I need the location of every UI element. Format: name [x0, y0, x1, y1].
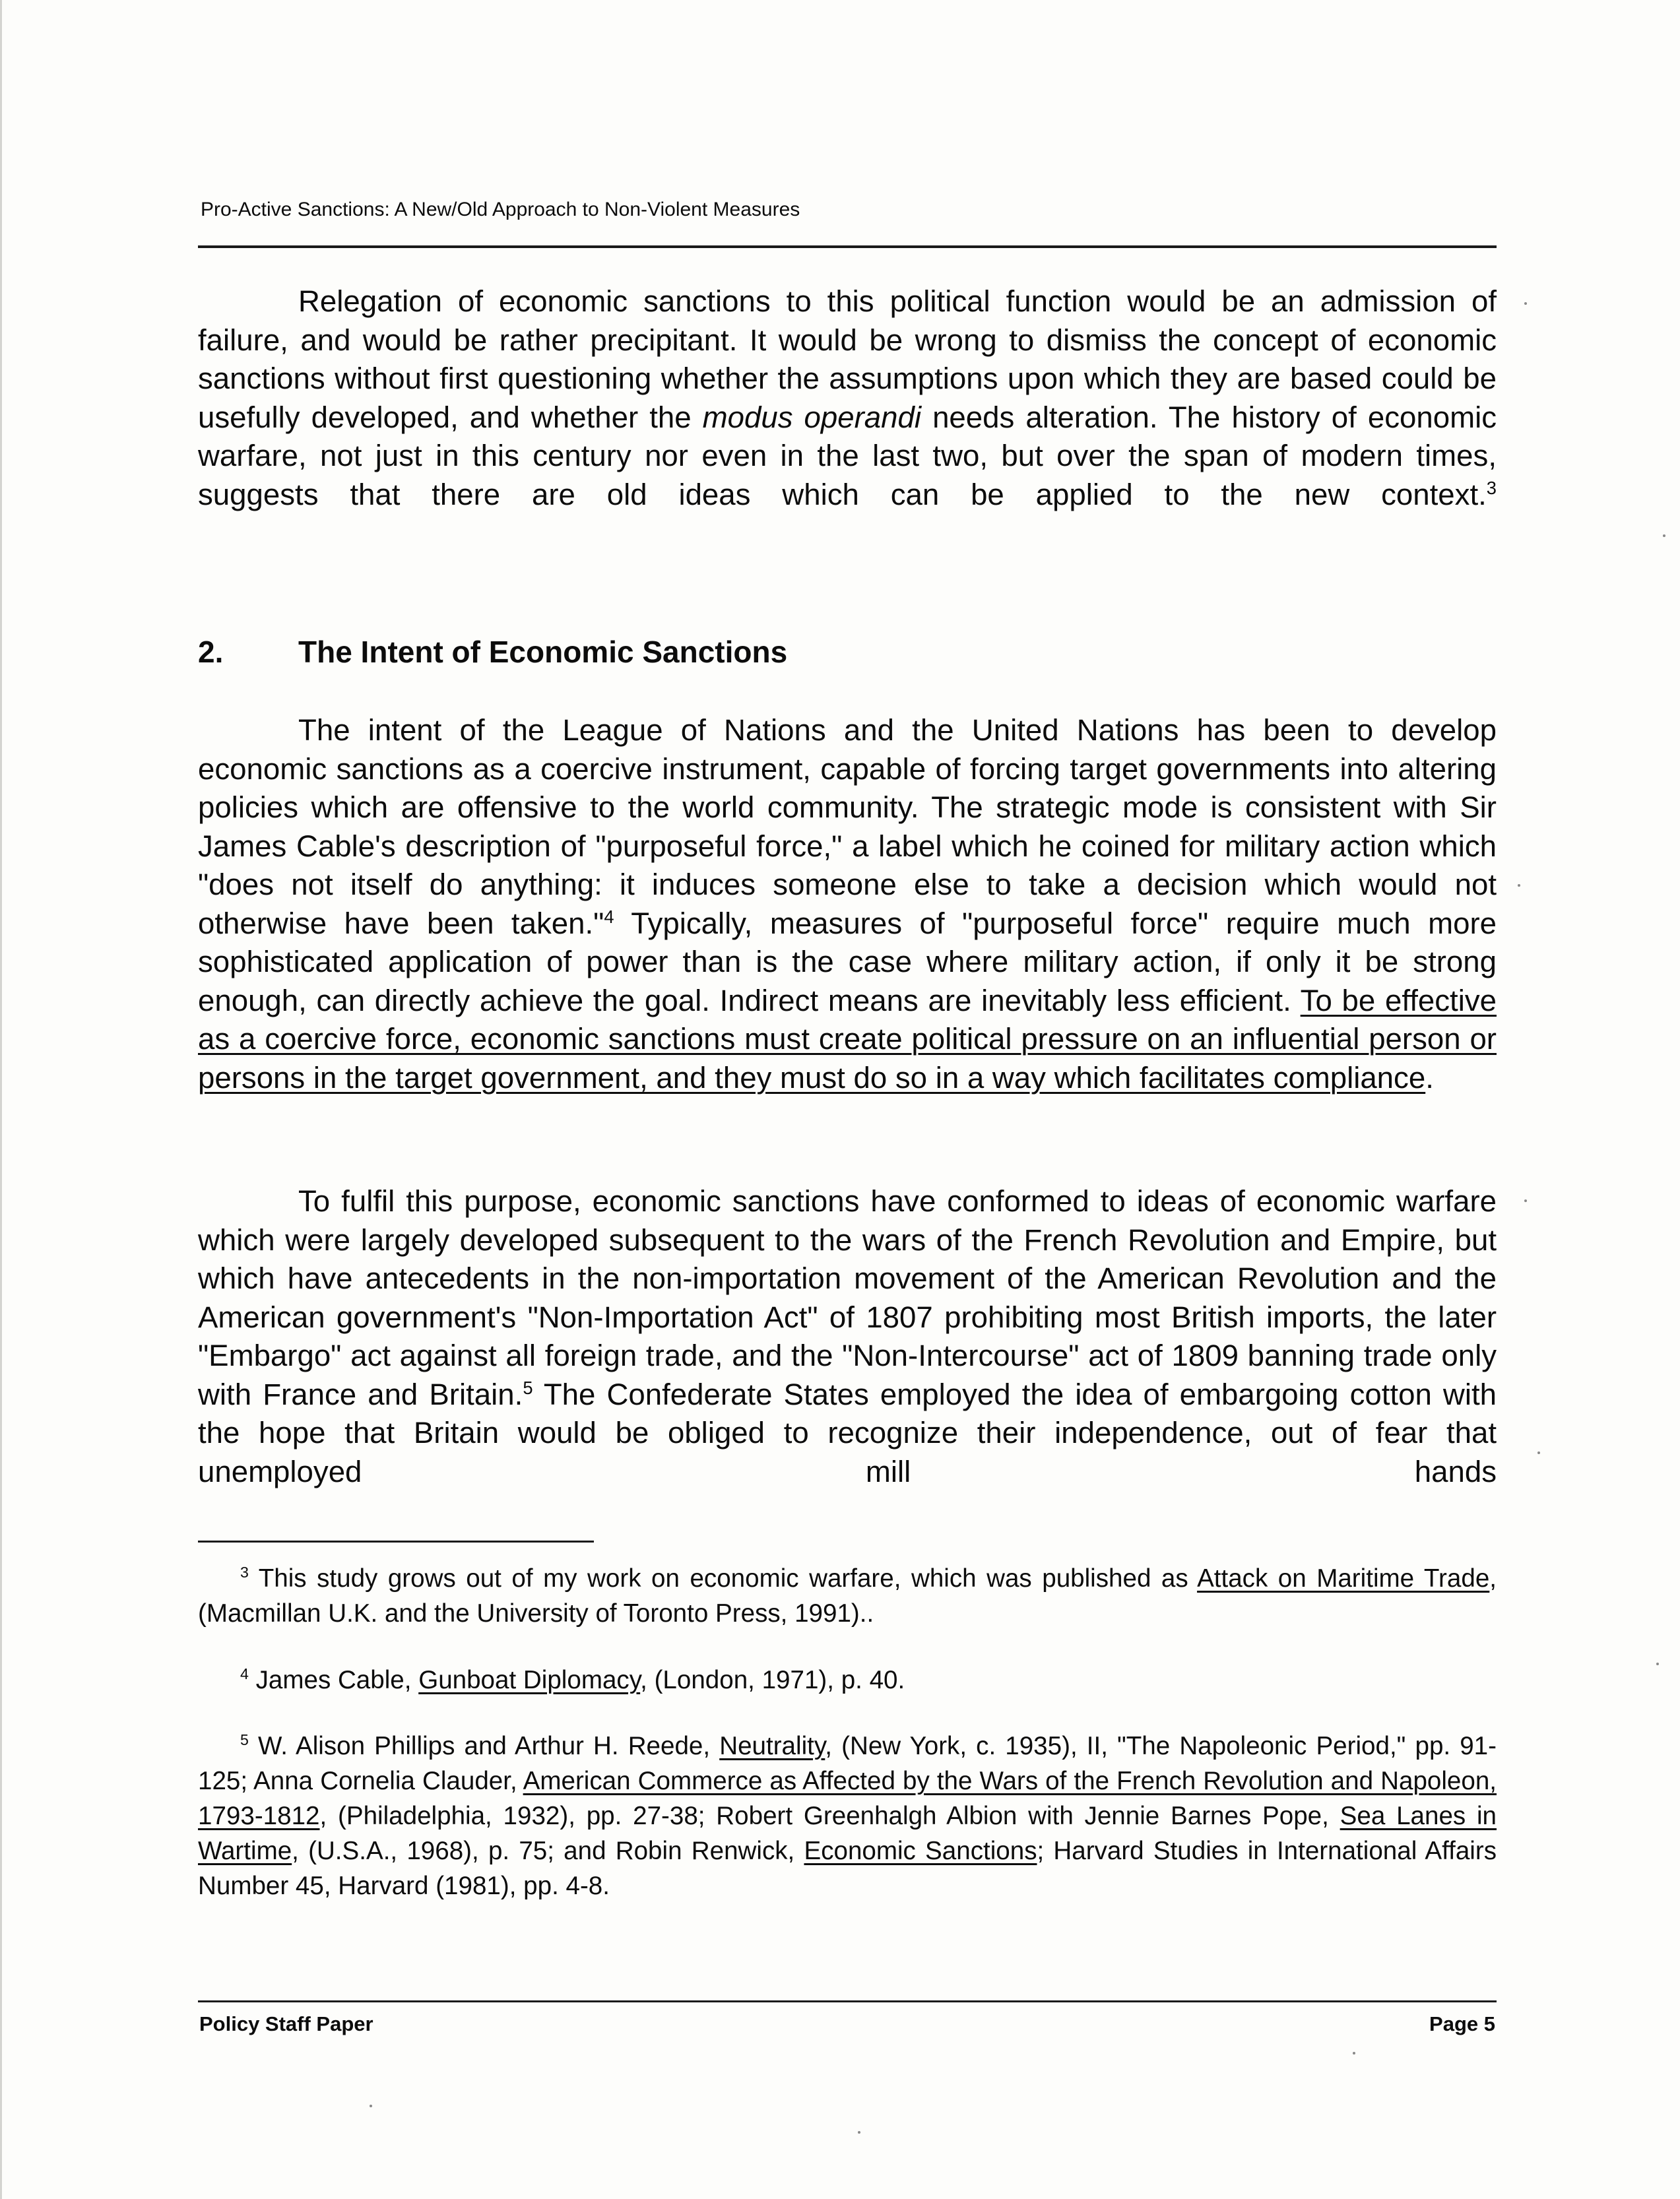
footer-label: Policy Staff Paper [199, 2012, 373, 2035]
footnote-ref-5[interactable]: 5 [523, 1377, 533, 1398]
italic-phrase: modus operandi [702, 400, 922, 434]
footnote-3-part-a: This study grows out of my work on economic warfare, which was published as [248, 1564, 1198, 1593]
scan-speck [1656, 1663, 1659, 1665]
footnote-5 [198, 1729, 1497, 1903]
paragraph-2-text [198, 711, 1497, 1097]
paragraph-2-part-c: . [1425, 1060, 1434, 1095]
section-number: 2. [198, 635, 224, 669]
footnote-5-title-2: American Commerce as Affected by the Wars of the French Revolution and Napoleon, 1793-1812 [198, 1767, 1497, 1830]
footnote-3-title: Attack on Maritime Trade [1197, 1564, 1490, 1593]
footnote-3-part-b: , (Macmillan U.K. and the University of Toronto Press, 1991).. [198, 1564, 1497, 1628]
footnote-3 [198, 1561, 1497, 1631]
footnote-4 [198, 1663, 1497, 1698]
page-number: Page 5 [1429, 2012, 1495, 2035]
footnote-ref-4[interactable]: 4 [604, 906, 614, 927]
footnote-5-part-d: , (U.S.A., 1968), p. 75; and Robin Renwick, [292, 1837, 804, 1865]
running-header: Pro-Active Sanctions: A New/Old Approach to Non-Violent Measures [201, 199, 800, 220]
paragraph-3 [198, 1182, 1497, 1530]
footnote-5-title-1: Neutrality [719, 1732, 825, 1760]
scan-speck [1537, 1451, 1540, 1454]
paragraph-2-part-b: Typically, measures of "purposeful force" require much more sophisticated application of power than is the case where military action, if only it be strong enough, can directly achieve the goal. Indirect means are inevitably less efficient. [198, 906, 1497, 1017]
scan-speck [1518, 884, 1520, 887]
paragraph-3-part-b: The Confederate States employed the idea of embargoing cotton with the hope that Britain would be obliged to recognize their independence, out of fear that unemployed mill hands [198, 1377, 1497, 1488]
paragraph-3-part-a: To fulfil this purpose, economic sanctions have conformed to ideas of economic warfare which were largely developed subsequent to the wars of the French Revolution and Empire, but which have antecedents in the non-importation movement of the American Revolution and the American government's "Non-Importation Act" of 1807 prohibiting most British imports, the later "Embargo" act against all foreign trade, and the "Non-Intercourse" act of 1809 banning trade only with France and Britain. [198, 1184, 1497, 1411]
section-heading [198, 632, 1452, 672]
scan-speck [858, 2131, 860, 2134]
footnote-3-text [198, 1561, 1497, 1631]
footnote-5-part-a: W. Alison Phillips and Arthur H. Reede, [248, 1732, 720, 1760]
footnote-5-text [198, 1729, 1497, 1903]
footnote-separator [198, 1541, 594, 1543]
header-rule [198, 245, 1497, 248]
paragraph-1 [198, 282, 1497, 553]
footnote-3-number: 3 [240, 1564, 249, 1581]
footnote-5-number: 5 [240, 1731, 249, 1749]
paragraph-1-text [198, 282, 1497, 553]
scan-speck [1524, 302, 1527, 305]
footnote-4-number: 4 [240, 1665, 249, 1683]
footnote-4-part-b: , (London, 1971), p. 40. [640, 1666, 905, 1694]
footnote-5-title-4: Economic Sanctions [804, 1837, 1037, 1865]
scan-speck [370, 2105, 372, 2107]
paragraph-2-part-a: The intent of the League of Nations and the United Nations has been to develop economic sanctions as a coercive instrument, capable of forcing target governments into altering policies which are offensive to the world community. The strategic mode is consistent with Sir James Cable's description of "purposeful force," a label which he coined for military action which "does not itself do anything: it induces someone else to take a decision which would not otherwise have been taken." [198, 713, 1497, 940]
paragraph-1-part-a: Relegation of economic sanctions to this political function would be an admission of failure, and would be rather precipitant. It would be wrong to dismiss the concept of economic sanctions without first questioning whether the assumptions upon which they are based could be usefully developed, and whether the [198, 284, 1497, 434]
footnote-4-part-a: James Cable, [248, 1666, 419, 1694]
scan-speck [1353, 2052, 1355, 2055]
paragraph-2 [198, 711, 1497, 1097]
footnote-4-title: Gunboat Diplomacy [418, 1666, 641, 1694]
footnote-5-part-c: , (Philadelphia, 1932), pp. 27-38; Robert Greenhalgh Albion with Jennie Barnes Pope, [319, 1802, 1340, 1830]
footnote-4-text [198, 1663, 1497, 1698]
paragraph-3-text [198, 1182, 1497, 1530]
scan-speck [1663, 534, 1665, 537]
section-title: The Intent of Economic Sanctions [298, 635, 788, 669]
page-edge [0, 0, 2, 2199]
scan-speck [1524, 1199, 1527, 1202]
paragraph-1-part-b: needs alteration. The history of economic warfare, not just in this century nor even in the last two, but over the span of modern times, suggests that there are old ideas which can be applied to the new context. [198, 400, 1497, 511]
footer-rule [198, 2000, 1497, 2002]
underlined-passage: To be effective as a coercive force, economic sanctions must create political pressure on an influential person or persons in the target government, and they must do so in a way which facilitates compliance [198, 983, 1497, 1095]
footnote-5-part-e: ; Harvard Studies in International Affairs Number 45, Harvard (1981), pp. 4-8. [198, 1837, 1497, 1900]
footnote-ref-3[interactable]: 3 [1486, 477, 1497, 498]
footnote-5-part-b: , (New York, c. 1935), II, "The Napoleonic Period," pp. 91-125; Anna Cornelia Clauder, [198, 1732, 1497, 1795]
footnote-5-title-3: Sea Lanes in Wartime [198, 1802, 1497, 1865]
